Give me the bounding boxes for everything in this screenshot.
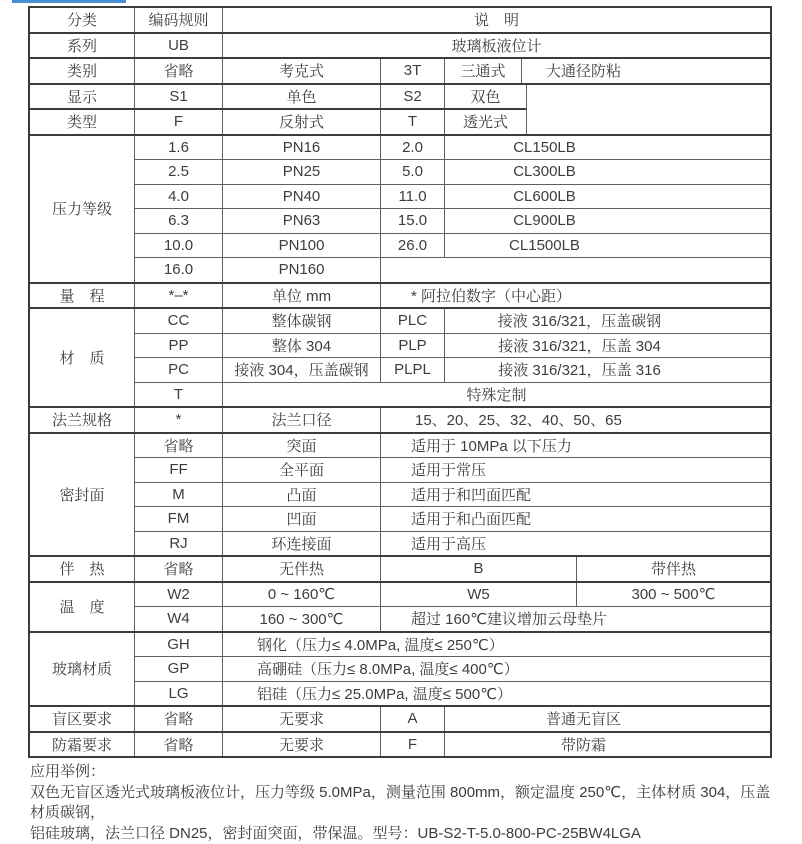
table-cell: 超过 160℃建议增加云母垫片 (381, 607, 770, 631)
table-cell: CL900LB (445, 209, 770, 233)
table-cell: 无伴热 (223, 557, 381, 581)
table-row (135, 184, 770, 209)
table-cell: 单位 mm (223, 284, 381, 308)
table-cell: 160 ~ 300℃ (223, 607, 381, 631)
table-cell: 接液 316/321，压盖碳钢 (445, 309, 770, 333)
table-cell: CC (135, 309, 223, 333)
table-cell: 法兰口径 (223, 408, 381, 432)
table-cell: 反射式 (223, 110, 381, 134)
table-cell: 接液 304，压盖碳钢 (223, 358, 381, 382)
table-row (135, 606, 770, 631)
table-row (135, 531, 770, 556)
table-cell: 无要求 (223, 707, 381, 731)
table-row (135, 457, 770, 482)
table-cell: PLPL (381, 358, 445, 382)
table-cell: 大通径防粘 (522, 59, 770, 83)
section-label: 玻璃材质 (30, 633, 135, 706)
blue-accent-bar (12, 0, 126, 3)
table-cell: CL300LB (445, 160, 770, 184)
table-cell: 整体碳钢 (223, 309, 381, 333)
section-range (30, 282, 770, 308)
table-cell: 省略 (135, 557, 223, 581)
section-display-type (30, 83, 770, 134)
table-row (135, 8, 770, 32)
table-cell: 三通式 (445, 59, 522, 83)
table-row (135, 59, 770, 83)
table-cell: 玻璃板液位计 (223, 34, 770, 58)
section-material (30, 307, 770, 406)
table-cell: FM (135, 507, 223, 531)
table-cell: W4 (135, 607, 223, 631)
table-row (135, 208, 770, 233)
table-cell: 铝硅（压力≤ 25.0MPa, 温度≤ 500℃） (223, 682, 770, 706)
table-cell: 接液 316/321，压盖 316 (445, 358, 770, 382)
table-cell: 适用于 10MPa 以下压力 (381, 434, 770, 458)
section-label: 温 度 (30, 583, 135, 631)
table-cell: PN40 (223, 185, 381, 209)
table-cell: B (381, 557, 577, 581)
table-cell: 普通无盲区 (445, 707, 770, 731)
section-flange (30, 406, 770, 432)
table-cell: PN100 (223, 234, 381, 258)
table-cell: 10.0 (135, 234, 223, 258)
table-cell: * (135, 408, 223, 432)
table-cell: S2 (381, 85, 445, 109)
table-cell: W2 (135, 583, 223, 607)
section-label: 系列 (30, 34, 135, 58)
table-cell: LG (135, 682, 223, 706)
table-row (135, 557, 770, 581)
table-cell: 2.0 (381, 136, 445, 160)
table-cell: 全平面 (223, 458, 381, 482)
section-frost-proof (30, 731, 770, 757)
table-cell: 26.0 (381, 234, 445, 258)
empty-merged-cell (526, 85, 770, 134)
section-label: 密封面 (30, 434, 135, 556)
table-cell: 5.0 (381, 160, 445, 184)
table-cell: 接液 316/321，压盖 304 (445, 334, 770, 358)
table-cell: 3T (381, 59, 445, 83)
table-row (30, 85, 526, 109)
table-cell: 300 ~ 500℃ (577, 583, 770, 607)
table-cell: T (135, 383, 223, 407)
table-cell: CL600LB (445, 185, 770, 209)
table-cell: 凹面 (223, 507, 381, 531)
section-label: 防霜要求 (30, 733, 135, 757)
table-row (135, 136, 770, 160)
table-row (135, 583, 770, 607)
table-cell: *–* (135, 284, 223, 308)
table-cell: CL150LB (445, 136, 770, 160)
table-cell: 无要求 (223, 733, 381, 757)
table-header-row (30, 8, 770, 32)
table-cell: 高硼硅（压力≤ 8.0MPa, 温度≤ 400℃） (223, 657, 770, 681)
table-row (135, 707, 770, 731)
table-cell: 省略 (135, 707, 223, 731)
table-cell: 省略 (135, 733, 223, 757)
table-cell: CL1500LB (445, 234, 770, 258)
table-cell: F (135, 110, 223, 134)
table-row (135, 333, 770, 358)
table-cell: 4.0 (135, 185, 223, 209)
table-cell: 15、20、25、32、40、50、65 (381, 408, 770, 432)
table-cell: S1 (135, 85, 223, 109)
table-row (135, 34, 770, 58)
table-cell: PP (135, 334, 223, 358)
section-label: 法兰规格 (30, 408, 135, 432)
table-cell: RJ (135, 532, 223, 556)
table-cell: 15.0 (381, 209, 445, 233)
header-description: 说 明 (223, 8, 770, 32)
table-cell: GP (135, 657, 223, 681)
section-heat-tracing (30, 555, 770, 581)
table-cell: PN160 (223, 258, 381, 282)
table-row (135, 633, 770, 657)
table-row (135, 284, 770, 308)
usage-line-1: 双色无盲区透光式玻璃板液位计，压力等级 5.0MPa，测量范围 800mm，额定温度 250℃，主体材质 304，压盖材质碳钢， (30, 783, 774, 824)
table-cell: 6.3 (135, 209, 223, 233)
table-row (135, 506, 770, 531)
table-cell: PC (135, 358, 223, 382)
usage-example (30, 762, 774, 844)
table-cell: PN63 (223, 209, 381, 233)
table-cell: 透光式 (445, 110, 526, 134)
table-row (135, 382, 770, 407)
table-cell: 环连接面 (223, 532, 381, 556)
table-row (135, 434, 770, 458)
header-code-rule: 编码规则 (135, 8, 223, 32)
table-row (135, 357, 770, 382)
table-cell: PN25 (223, 160, 381, 184)
table-cell: 适用于高压 (381, 532, 770, 556)
table-cell: PN16 (223, 136, 381, 160)
table-cell: 考克式 (223, 59, 381, 83)
section-blind-zone (30, 705, 770, 731)
table-cell: T (381, 110, 445, 134)
table-cell: PLP (381, 334, 445, 358)
table-cell: 凸面 (223, 483, 381, 507)
table-cell: F (381, 733, 445, 757)
table-cell: 钢化（压力≤ 4.0MPa, 温度≤ 250℃） (223, 633, 770, 657)
section-label: 量 程 (30, 284, 135, 308)
table-row (135, 309, 770, 333)
table-row (135, 233, 770, 258)
table-cell: 双色 (445, 85, 526, 109)
table-row (135, 159, 770, 184)
table-cell: 1.6 (135, 136, 223, 160)
table-cell: 特殊定制 (223, 383, 770, 407)
empty-merged-cell (381, 258, 770, 282)
table-cell: UB (135, 34, 223, 58)
table-cell: 16.0 (135, 258, 223, 282)
table-row (135, 656, 770, 681)
table-cell: GH (135, 633, 223, 657)
usage-line-2: 铝硅玻璃，法兰口径 DN25，密封面突面，带保温。型号：UB-S2-T-5.0-800-PC-25BW4LGA (30, 824, 774, 844)
table-cell: W5 (381, 583, 577, 607)
section-label: 类别 (30, 59, 135, 83)
section-label: 类型 (30, 110, 135, 134)
section-pressure (30, 134, 770, 282)
section-label: 材 质 (30, 309, 135, 406)
table-cell: 突面 (223, 434, 381, 458)
section-glass-material (30, 631, 770, 706)
table-row (135, 482, 770, 507)
table-row (30, 108, 526, 134)
table-cell: A (381, 707, 445, 731)
table-cell: 整体 304 (223, 334, 381, 358)
table-cell: 省略 (135, 434, 223, 458)
table-cell: * 阿拉伯数字（中心距） (381, 284, 770, 308)
table-cell: 单色 (223, 85, 381, 109)
spec-table (28, 6, 772, 758)
table-row (135, 681, 770, 706)
section-temperature (30, 581, 770, 631)
table-cell: 适用于常压 (381, 458, 770, 482)
table-cell: PLC (381, 309, 445, 333)
table-cell: M (135, 483, 223, 507)
table-cell: 带防霜 (445, 733, 770, 757)
section-label: 压力等级 (30, 136, 135, 282)
table-row (135, 733, 770, 757)
table-cell: 省略 (135, 59, 223, 83)
section-category (30, 57, 770, 83)
table-cell: 带伴热 (577, 557, 770, 581)
table-cell: 适用于和凹面匹配 (381, 483, 770, 507)
table-row (135, 408, 770, 432)
section-seal-face (30, 432, 770, 556)
table-cell: 11.0 (381, 185, 445, 209)
section-label: 显示 (30, 85, 135, 109)
section-series (30, 32, 770, 58)
table-cell: 适用于和凸面匹配 (381, 507, 770, 531)
header-category: 分类 (30, 8, 135, 32)
table-row (135, 257, 770, 282)
section-label: 伴 热 (30, 557, 135, 581)
usage-title: 应用举例： (30, 762, 774, 783)
table-cell: 2.5 (135, 160, 223, 184)
section-label: 盲区要求 (30, 707, 135, 731)
table-cell: 0 ~ 160℃ (223, 583, 381, 607)
table-cell: FF (135, 458, 223, 482)
